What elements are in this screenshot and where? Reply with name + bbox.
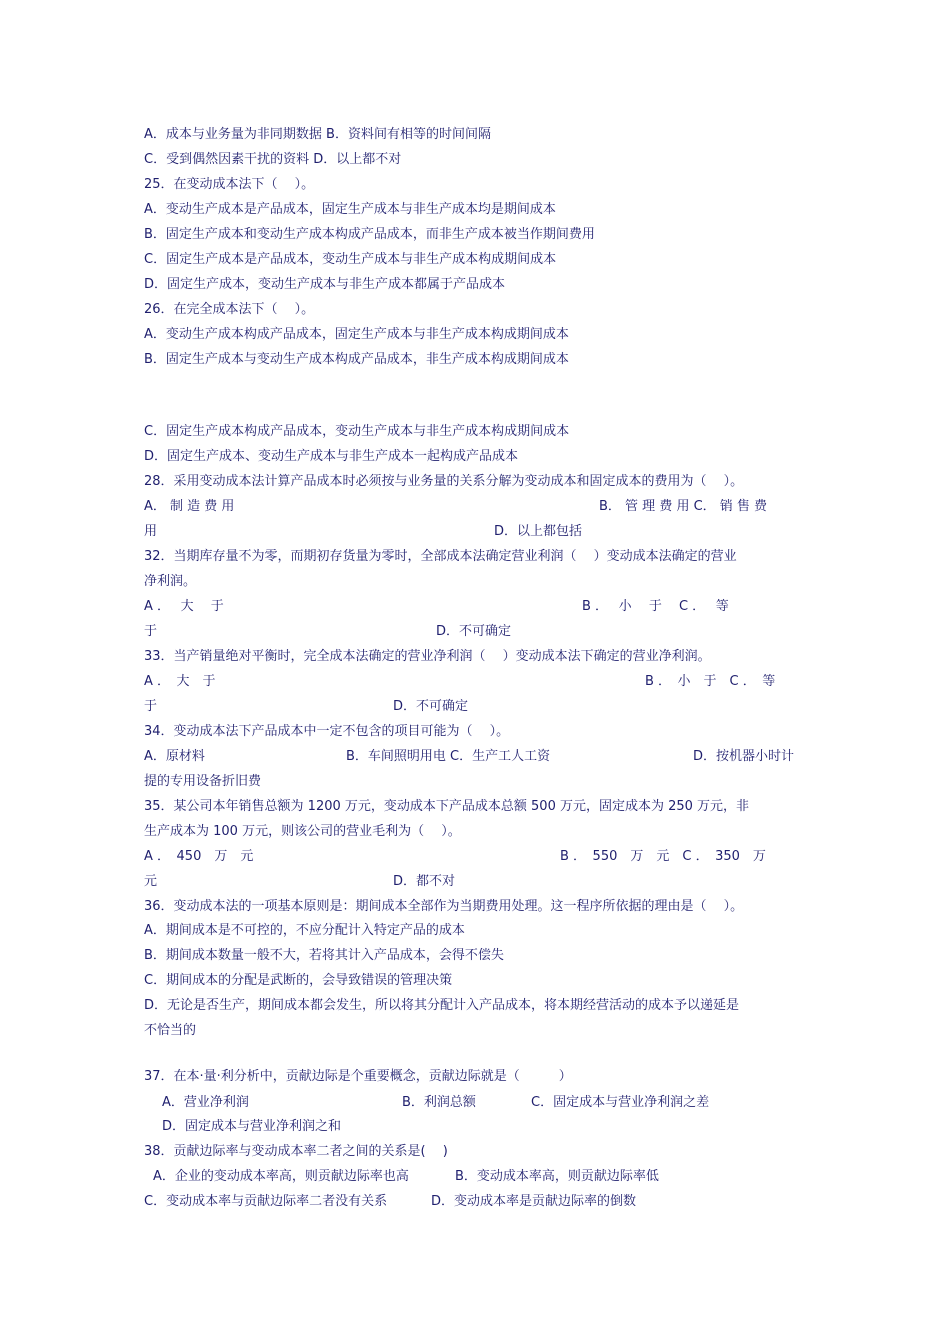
option-line: B．期间成本数量一般不大，若将其计入产品成本，会得不偿失 [144,948,504,963]
option-line: D．变动成本率是贡献边际率的倒数 [431,1194,637,1209]
option-line: 于 [144,624,158,639]
option-line: A ． 450 万 元 [144,849,254,864]
option-line: A ． 大 于 [144,599,224,614]
option-line: A ． 大 于 [144,674,216,689]
option-line: C．固定生产成本构成产品成本，变动生产成本与非生产成本构成期间成本 [144,424,570,439]
option-line: D．都不对 [393,874,456,889]
option-line: B ． 小 于 C ． 等 [582,599,729,614]
question-35: 35．某公司本年销售总额为 1200 万元，变动成本下产品成本总额 500 万元，固定成本为 250 万元，非 [144,799,750,814]
option-line: D．以上都包括 [494,524,583,539]
option-line: D．固定生产成本、变动生产成本与非生产成本一起构成产品成本 [144,449,519,464]
question-28: 28．采用变动成本法计算产品成本时必须按与业务量的关系分解为变动成本和固定成本的费用为（ ）。 [144,474,744,489]
question-36: 36．变动成本法的一项基本原则是：期间成本全部作为当期费用处理。这一程序所依据的理由是（ ）。 [144,899,744,914]
option-line: A．期间成本是不可控的，不应分配计入特定产品的成本 [144,923,465,938]
question-37: 37．在本·量·利分析中，贡献边际是个重要概念，贡献边际就是（ ） [144,1069,572,1084]
option-line: C．固定生产成本是产品成本，变动生产成本与非生产成本构成期间成本 [144,252,557,267]
option-line: A．变动生产成本是产品成本，固定生产成本与非生产成本均是期间成本 [144,202,556,217]
question-25: 25．在变动成本法下（ ）。 [144,177,315,192]
option-line: B．变动成本率高，则贡献边际率低 [455,1169,659,1184]
option-line: 用 [144,524,158,539]
question-38: 38．贡献边际率与变动成本率二者之间的关系是( ) [144,1144,448,1159]
option-line: A．变动生产成本构成产品成本，固定生产成本与非生产成本构成期间成本 [144,327,569,342]
option-line: A．营业净利润 [162,1095,249,1110]
question-text: 净利润。 [144,574,197,589]
option-line: C．受到偶然因素干扰的资料 D．以上都不对 [144,152,402,167]
question-text: 生产成本为 100 万元，则该公司的营业毛利为（ ）。 [144,824,461,839]
option-line: D．按机器小时计 [693,749,795,764]
option-line: D．不可确定 [393,699,469,714]
option-line: A．原材料 [144,749,205,764]
option-line: B．车间照明用电 C．生产工人工资 [346,749,551,764]
option-line: A．企业的变动成本率高，则贡献边际率也高 [153,1169,409,1184]
option-line: 提的专用设备折旧费 [144,774,262,789]
option-line: D．固定成本与营业净利润之和 [162,1119,342,1134]
option-line: 元 [144,874,158,889]
option-line: B．固定生产成本与变动生产成本构成产品成本，非生产成本构成期间成本 [144,352,569,367]
option-line: B ． 小 于 C ． 等 [645,674,776,689]
option-line: B． 管 理 费 用 C． 销 售 费 [599,499,768,514]
option-line: D．固定生产成本，变动生产成本与非生产成本都属于产品成本 [144,277,506,292]
question-26: 26．在完全成本法下（ ）。 [144,302,315,317]
option-line: A．成本与业务量为非同期数据 B．资料间有相等的时间间隔 [144,127,491,142]
option-line: D．无论是否生产，期间成本都会发生，所以将其分配计入产品成本，将本期经营活动的成本予以递延是 [144,998,740,1013]
option-line: 于 [144,699,158,714]
option-line: 不恰当的 [144,1023,197,1038]
option-line: B ． 550 万 元 C ． 350 万 [560,849,766,864]
option-line: A． 制 造 费 用 [144,499,235,514]
option-line: C．固定成本与营业净利润之差 [531,1095,710,1110]
option-line: B．利润总额 [402,1095,476,1110]
option-line: C．变动成本率与贡献边际率二者没有关系 [144,1194,388,1209]
option-line: D．不可确定 [436,624,512,639]
question-34: 34．变动成本法下产品成本中一定不包含的项目可能为（ ）。 [144,724,510,739]
option-line: C．期间成本的分配是武断的，会导致错误的管理决策 [144,973,453,988]
question-33: 33．当产销量绝对平衡时，完全成本法确定的营业净利润（ ）变动成本法下确定的营业净利润。 [144,649,711,664]
question-32: 32．当期库存量不为零，而期初存货量为零时，全部成本法确定营业利润（ ）变动成本法确定的营业 [144,549,737,564]
option-line: B．固定生产成本和变动生产成本构成产品成本，而非生产成本被当作期间费用 [144,227,595,242]
